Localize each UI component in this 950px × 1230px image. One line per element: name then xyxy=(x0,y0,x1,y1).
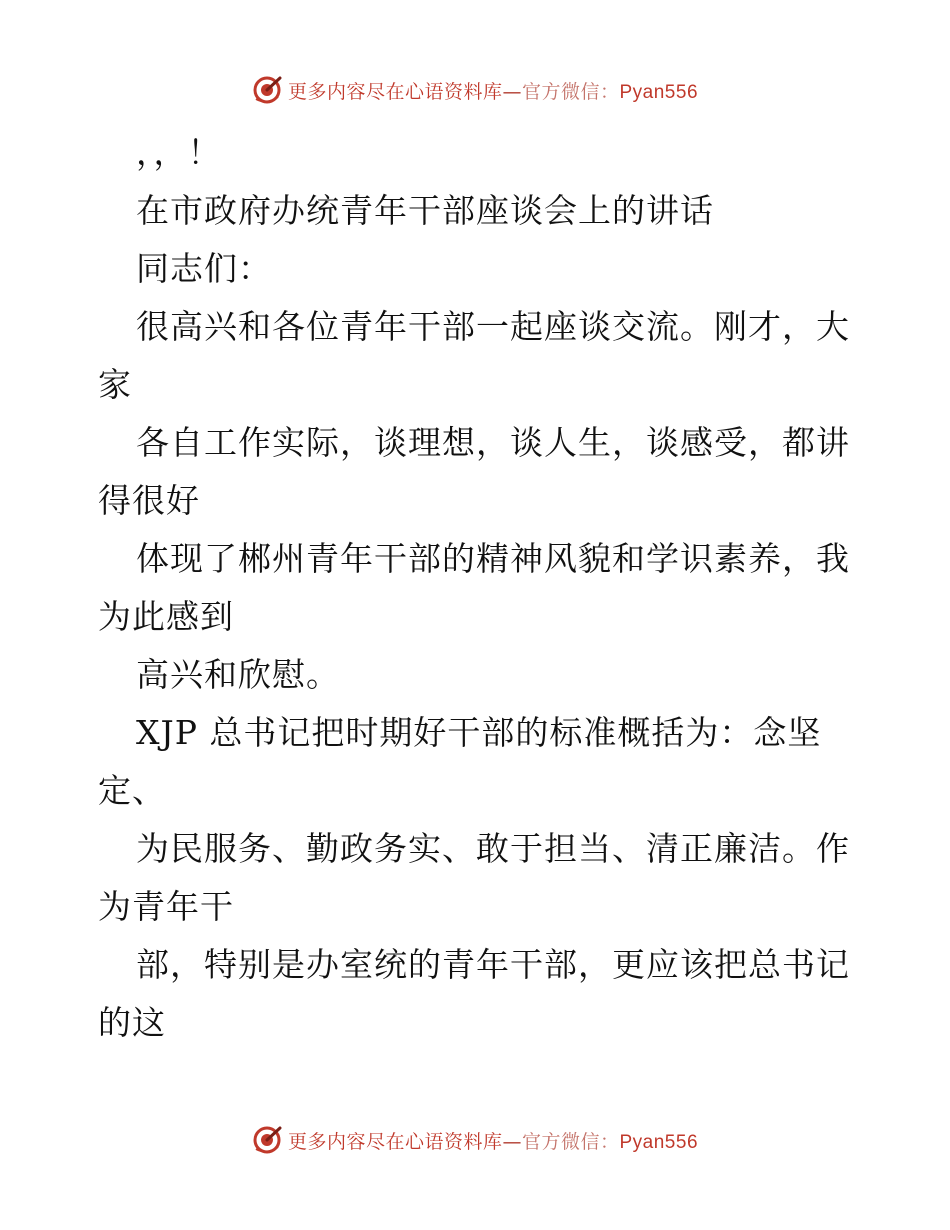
text-line: 同志们： xyxy=(136,249,272,288)
footer-dash: — xyxy=(502,1130,522,1153)
footer-brand-text: 更多内容尽在心语资料库 xyxy=(287,1130,503,1153)
text-line: 为民服务、勤政务实、敢于担当、清正廉洁。作 xyxy=(136,829,850,868)
document-body xyxy=(98,124,858,1052)
text-line: ，，！ xyxy=(136,133,222,172)
text-line: 在市政府办统青年干部座谈会上的讲话 xyxy=(136,191,714,230)
text-line: XJP 总书记把时期好干部的标准概括为：念坚 xyxy=(136,713,822,752)
header-dash: — xyxy=(502,80,522,103)
text-line: 家 xyxy=(98,365,132,404)
footer-banner-text xyxy=(288,1127,698,1154)
text-line: 定、 xyxy=(98,771,166,810)
red-circle-pen-logo-icon xyxy=(252,75,282,105)
header-banner-text xyxy=(288,77,698,104)
text-line: 得很好 xyxy=(98,481,200,520)
header-wechat-label: 官方微信： xyxy=(521,80,620,103)
text-line: 为青年干 xyxy=(98,887,234,926)
footer-wechat-label: 官方微信： xyxy=(521,1130,620,1153)
footer-banner xyxy=(0,1120,950,1160)
text-line: 为此感到 xyxy=(98,597,234,636)
text-line: 的这 xyxy=(98,1003,166,1042)
text-line: 各自工作实际，谈理想，谈人生，谈感受，都讲 xyxy=(136,423,850,462)
text-line: 体现了郴州青年干部的精神风貌和学识素养，我 xyxy=(136,539,850,578)
red-circle-pen-logo-icon xyxy=(252,1125,282,1155)
text-line: 很高兴和各位青年干部一起座谈交流。刚才，大 xyxy=(136,307,850,346)
header-account: Pyan556 xyxy=(619,81,699,103)
header-banner xyxy=(0,70,950,110)
text-line: 高兴和欣慰。 xyxy=(136,655,340,694)
header-brand-text: 更多内容尽在心语资料库 xyxy=(287,80,503,103)
footer-account: Pyan556 xyxy=(619,1131,699,1153)
text-line: 部，特别是办室统的青年干部，更应该把总书记 xyxy=(136,945,850,984)
